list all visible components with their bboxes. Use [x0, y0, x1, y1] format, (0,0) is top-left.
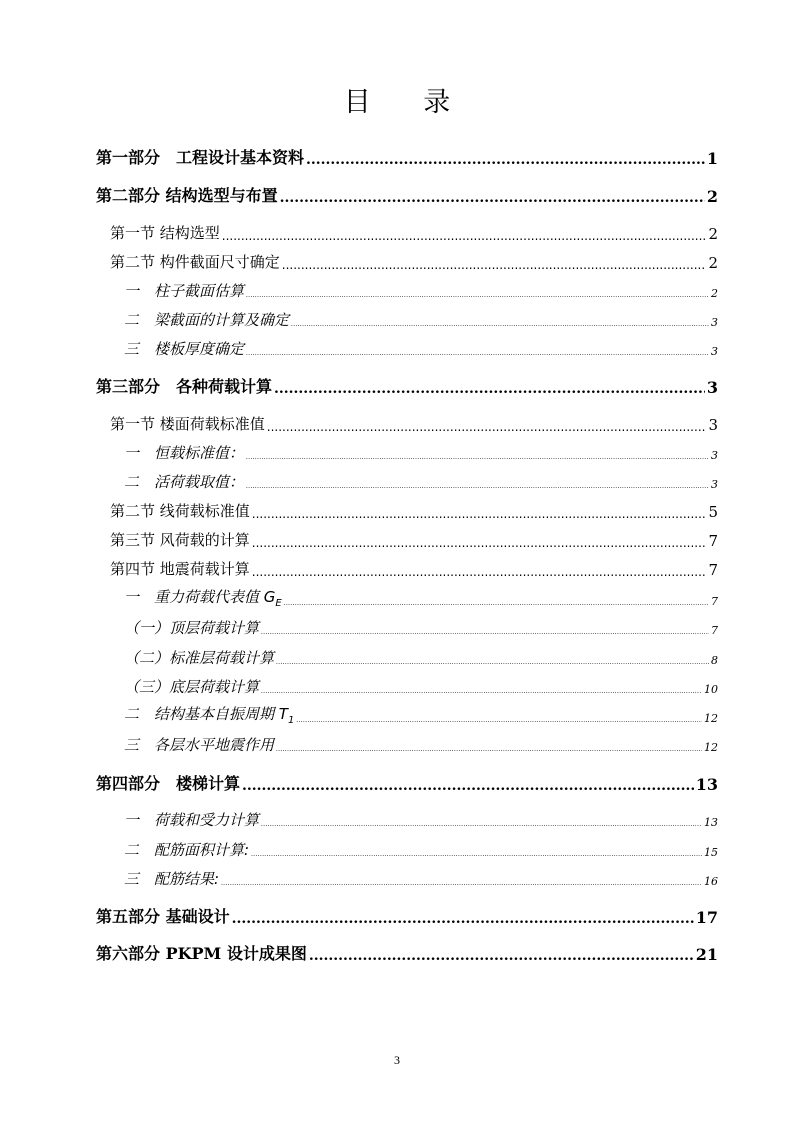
toc-entry[interactable] [96, 146, 718, 168]
toc-entry-label: 第二节 线荷载标准值 [110, 502, 250, 520]
toc-entry-page: 8 [711, 654, 718, 667]
toc-entry-label: 二 结构基本自振周期 $T_1$ [124, 705, 295, 726]
toc-entry-label: 第四部分 楼梯计算 [96, 774, 241, 793]
toc-entry[interactable] [110, 250, 718, 272]
toc-entry-page: 13 [695, 775, 718, 794]
toc-entry-page: 10 [704, 683, 718, 696]
toc-entry-label: （二）标准层荷载计算 [124, 649, 275, 667]
toc-entry-label: 第一节 结构选型 [110, 224, 220, 242]
toc-entry-label: 一 恒载标准值： [124, 444, 245, 462]
toc-entry-page: 17 [695, 908, 718, 927]
toc-leader [246, 482, 709, 492]
toc-entry[interactable] [110, 528, 718, 550]
toc-entry-page: 7 [711, 624, 718, 637]
toc-leader [246, 349, 709, 359]
toc-leader [280, 190, 705, 206]
toc-leader [309, 948, 694, 964]
toc-entry[interactable] [124, 646, 718, 668]
toc-leader [274, 381, 705, 397]
toc-leader [221, 879, 702, 889]
toc-entry-label: 第二部分 结构选型与布置 [96, 186, 278, 205]
toc-leader [276, 745, 702, 755]
page-title: 目 录 [343, 87, 473, 118]
toc-entry-page: 2 [708, 225, 718, 243]
toc-leader [232, 911, 694, 927]
toc-entry-label: 第三部分 各种荷载计算 [96, 377, 273, 396]
toc-entry-page: 13 [704, 816, 718, 829]
toc-entry-label: 一 荷载和受力计算 [124, 811, 260, 829]
toc-entry-label: 第二节 构件截面尺寸确定 [110, 253, 280, 271]
toc-entry[interactable] [124, 867, 718, 889]
toc-entry-page: 16 [704, 875, 718, 888]
toc-entry-label: 第五部分 基础设计 [96, 907, 230, 926]
toc-entry-page: 1 [706, 149, 718, 168]
toc-entry[interactable] [96, 772, 718, 794]
toc-leader [252, 565, 707, 579]
toc-leader [261, 820, 702, 830]
toc-entry-label: 二 配筋面积计算: [124, 841, 250, 859]
toc-leader [246, 453, 709, 463]
toc-leader [276, 658, 709, 668]
toc-entry[interactable] [124, 838, 718, 860]
toc-entry[interactable] [96, 942, 718, 964]
toc-entry[interactable] [124, 616, 718, 638]
toc-entry-page: 15 [704, 846, 718, 859]
toc-entry-label: 三 配筋结果: [124, 870, 220, 888]
toc-entry-page: 2 [711, 287, 718, 300]
toc-entry-label: 第一节 楼面荷载标准值 [110, 415, 265, 433]
toc-entry-label: （三）底层荷载计算 [124, 678, 260, 696]
toc-entry-label: 二 梁截面的计算及确定 [124, 311, 290, 329]
toc-entry-page: 3 [711, 449, 718, 462]
toc-leader [296, 716, 702, 726]
toc-entry-label: 第一部分 工程设计基本资料 [96, 148, 305, 167]
toc-entry-page: 3 [708, 416, 718, 434]
toc-leader [284, 599, 709, 609]
toc-entry[interactable] [124, 441, 718, 463]
toc-leader [246, 291, 709, 301]
toc-leader [261, 687, 702, 697]
toc-entry-page: 7 [708, 561, 718, 579]
toc-entry-label: （一）顶层荷载计算 [124, 619, 260, 637]
toc-entry-label: 第三节 风荷载的计算 [110, 531, 250, 549]
toc-leader [242, 778, 694, 794]
toc-entry[interactable] [124, 808, 718, 830]
toc-entry[interactable] [96, 375, 718, 397]
toc-entry-page: 3 [706, 378, 718, 397]
toc-entry[interactable] [124, 337, 718, 359]
toc-entry[interactable] [110, 412, 718, 434]
toc-leader [306, 152, 705, 168]
toc-entry[interactable] [110, 557, 718, 579]
toc-entry-page: 2 [708, 254, 718, 272]
toc-entry-page: 5 [708, 503, 718, 521]
toc-entry-page: 3 [711, 316, 718, 329]
toc-leader [261, 628, 709, 638]
toc-leader [252, 507, 707, 521]
toc-entry-label: 第六部分 PKPM 设计成果图 [96, 944, 307, 963]
toc-entry[interactable] [124, 308, 718, 330]
toc-entry-page: 21 [695, 945, 718, 964]
toc-entry-page: 12 [704, 712, 718, 725]
toc-entry[interactable] [124, 587, 718, 609]
toc-leader [252, 536, 707, 550]
toc-entry-page: 3 [711, 478, 718, 491]
toc-entry[interactable] [96, 184, 718, 206]
toc-leader [222, 229, 707, 243]
toc-entry-page: 3 [711, 345, 718, 358]
page-number: 3 [394, 1053, 400, 1067]
toc-entry[interactable] [96, 905, 718, 927]
toc-entry[interactable] [124, 470, 718, 492]
toc-entry-label: 一 重力荷载代表值 $G_E$ [124, 588, 282, 609]
toc-entry-page: 7 [708, 532, 718, 550]
toc-leader [251, 850, 702, 860]
toc-entry-label: 二 活荷载取值： [124, 473, 245, 491]
toc-entry-label: 第四节 地震荷载计算 [110, 560, 250, 578]
toc-entry-label: 三 楼板厚度确定 [124, 340, 245, 358]
toc-entry-page: 12 [704, 741, 718, 754]
toc-leader [291, 320, 709, 330]
toc-entry-page: 2 [706, 187, 718, 206]
toc-entry[interactable] [110, 499, 718, 521]
toc-entry-label: 一 柱子截面估算 [124, 282, 245, 300]
toc-entry-page: 7 [711, 595, 718, 608]
toc-leader [282, 258, 707, 272]
toc-leader [267, 420, 707, 434]
toc-entry-label: 三 各层水平地震作用 [124, 736, 275, 754]
toc-entry[interactable] [110, 221, 718, 243]
toc-entry[interactable] [124, 675, 718, 697]
toc-entry[interactable] [124, 733, 718, 755]
toc-entry[interactable] [124, 704, 718, 726]
toc-entry[interactable] [124, 279, 718, 301]
